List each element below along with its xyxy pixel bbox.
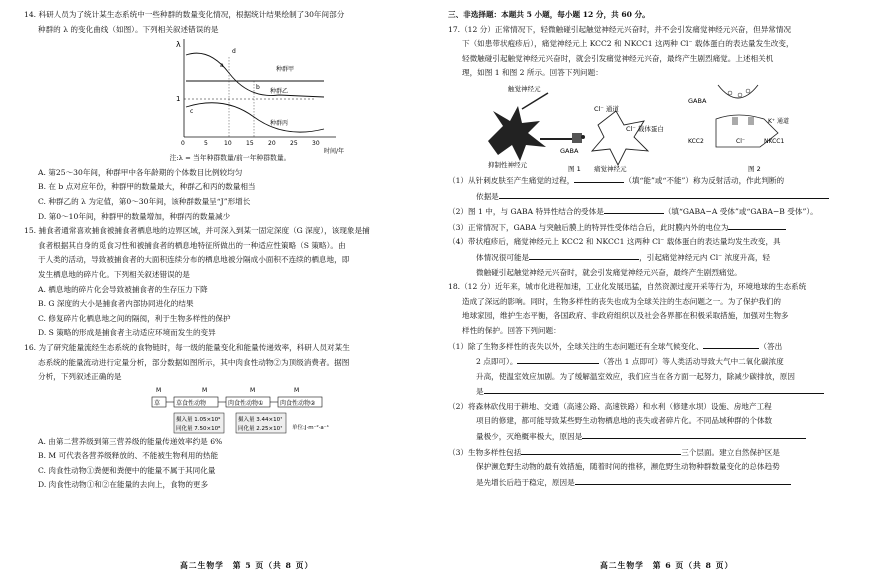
legend-yi: 种群乙	[270, 88, 289, 96]
node-herbivore: 草食性动物	[176, 399, 207, 407]
label-gaba: GABA	[560, 146, 579, 155]
q17-sub2: （2）图 1 中，与 GABA 特异性结合的受体是 （填“GABA−A 受体”或“GABA−B 受体”）。	[448, 204, 860, 220]
svg-text:摄入量 1.05×10⁹: 摄入量 1.05×10⁹	[176, 416, 221, 423]
x-axis-label: 时间/年	[324, 148, 345, 156]
svg-text:M: M	[250, 386, 256, 394]
answer-blank[interactable]	[703, 339, 759, 349]
q14-figure	[24, 37, 436, 155]
q17-figures	[448, 81, 860, 173]
svg-text:摄入量 3.44×10⁷: 摄入量 3.44×10⁷	[238, 416, 283, 423]
svg-text:30: 30	[312, 140, 320, 148]
q18-sub1-4: 是	[448, 384, 860, 400]
curve-jia	[186, 53, 324, 97]
legend-jia: 种群甲	[276, 66, 295, 74]
node-carnivore-1: 肉食性动物①	[228, 399, 264, 407]
answer-blank[interactable]	[499, 189, 829, 199]
q14-option-b: B. 在 b 点对应年份，种群甲的数量最大，种群乙和丙的数量相当	[38, 182, 256, 192]
q18-stem-2: 造成了深远的影响。同时，生物多样性的丧失也成为全球关注的生态问题之一。为了保护我们的	[462, 296, 781, 306]
label-carrier: Cl⁻ 载体蛋白	[626, 124, 664, 133]
svg-text:5: 5	[204, 140, 208, 148]
answer-blank[interactable]	[582, 429, 806, 439]
q18-stem-3: 地球家园，维护生态平衡，各国政府、非政府组织以及社会各界都在积极采取措施，加强对生物多	[462, 311, 789, 321]
answer-blank[interactable]	[728, 220, 786, 230]
lambda-curve-chart	[24, 37, 436, 155]
q18-sub2: （2）将森林砍伐用于耕地、交通（高速公路、高速铁路）和水利（修建水坝）设施、房地产工程	[448, 401, 772, 411]
label-pain-neuron: 痛觉神经元	[594, 164, 627, 173]
svg-text:0: 0	[181, 140, 185, 148]
q18-sub2-3: 量极少，灭绝概率极大，原因是	[448, 429, 860, 445]
q18-sub2-2: 项目的修建，都可能导致某些野生动物栖息地的丧失或者碎片化。不同品域种群的个体数	[476, 416, 773, 426]
answer-blank[interactable]	[484, 384, 824, 394]
label-cl: Cl⁻	[736, 137, 746, 145]
svg-text:10: 10	[224, 140, 232, 148]
q16-option-b: B. M 可代表各营养级释放的、不能被生物利用的热能	[38, 451, 219, 461]
figure-2	[688, 85, 789, 173]
answer-blank[interactable]	[521, 445, 681, 455]
answer-blank[interactable]	[574, 173, 624, 183]
q15-stem-4: 发生栖息地的碎片化。下列相关叙述错误的是	[38, 269, 190, 279]
q15-option-a: A. 栖息地的碎片化会导致被捕食者的生存压力下降	[38, 284, 208, 294]
q16-figure	[24, 385, 436, 435]
q14-option-d: D. 第0～10年间，种群甲的数量增加，种群丙的数量减少	[38, 211, 231, 221]
energy-flow-diagram	[24, 385, 436, 435]
answer-blank[interactable]	[517, 354, 599, 364]
figure-2-caption: 图 2	[748, 164, 761, 173]
pain-neuron	[592, 111, 648, 165]
q18-stem-4: 样性的保护。回答下列问题：	[462, 325, 561, 335]
label-gaba-2: GABA	[688, 96, 707, 105]
answer-blank[interactable]	[575, 475, 791, 485]
svg-text:20: 20	[268, 140, 276, 148]
q17-stem-4: 理，如图 1 和图 2 所示。回答下列问题：	[462, 68, 603, 78]
q18-sub1-2: 2 点即可）。 （答出 1 点即可）等人类活动导致大气中二氧化碳浓度	[448, 354, 860, 370]
label-cl-channel: Cl⁻ 通道	[594, 104, 619, 113]
q15-stem: 15. 捕食者通常喜欢捕食被捕食者栖息地的边界区域，并可深入到某一固定深度（G 深度），该现象是捕	[24, 226, 370, 236]
answer-blank[interactable]	[604, 204, 664, 214]
label-nkcc1: NKCC1	[764, 137, 785, 145]
q17-stem-3: 轻微触碰引起触觉神经元兴奋时，就会引发痛觉神经元兴奋，最终产生剧烈痛觉。上述相关机	[462, 53, 774, 63]
q17-stem-2: 下（如患带状疱疹后），痛觉神经元上 KCC2 和 NKCC1 这两种 Cl⁻ 载体蛋白的表达量发生改变，	[462, 39, 794, 49]
q18-sub1: （1）除了生物多样性的丧失以外，全球关注的生态问题还有全球气候变化、 （答出	[448, 339, 860, 355]
label-inhibitory: 抑制性神经元	[488, 160, 527, 169]
y-tick-1: 1	[176, 95, 181, 104]
page-footer-left: 高二生物学 第 5 页（共 8 页）	[180, 561, 314, 570]
q18-sub3-3: 是先增长后趋于稳定，原因是	[448, 475, 860, 491]
q15-stem-2: 食者根据其自身的觅食习性和被捕食者的栖息地特征所做出的一种适应性策略（S 策略）。由	[38, 240, 346, 250]
q17-sub4-3: 微触碰引起触觉神经元兴奋时，就会引发痛觉神经元兴奋，最终产生剧烈痛觉。	[476, 267, 742, 277]
legend-bing: 种群丙	[270, 120, 289, 128]
figure-1-caption: 图 1	[568, 164, 581, 173]
q18-stem: 18.（12 分）近年来，城市化进程加速，工业化发展迅猛，自然资源过度开采等行为，环境地球的生态系统	[448, 282, 807, 292]
svg-text:M: M	[294, 386, 300, 394]
q18-sub1-3: 升高，使温室效应加剧。为了缓解温室效应，我们应当在各方面一起努力，除减少碳排放，原因	[476, 371, 795, 381]
inhibitory-neuron	[488, 106, 546, 161]
point-b: b	[256, 84, 260, 92]
node-carnivore-2: 肉食性动物②	[280, 399, 316, 407]
q17-sub4: （4）带状疱疹后，痛觉神经元上 KCC2 和 NKCC1 这两种 Cl⁻ 载体蛋白的表达量均发生改变，具	[448, 237, 781, 247]
y-axis-label: λ	[176, 40, 181, 50]
q16-stem-3: 分析，下列叙述正确的是	[38, 372, 122, 382]
answer-blank[interactable]	[529, 250, 639, 260]
q16-option-d: D. 肉食性动物①和②在能量的去向上，食物的更多	[38, 480, 209, 490]
svg-text:同化量 2.25×10⁷: 同化量 2.25×10⁷	[238, 425, 283, 432]
q14-stem-2: 种群的 λ 的变化曲线（如图）。下列相关叙述错误的是	[38, 24, 219, 34]
q17-sub4-2: 体情况很可能是 ，引起痛觉神经元内 Cl⁻ 浓度升高，轻	[448, 250, 860, 266]
q15-option-c: C. 修复碎片化栖息地之间的隔阂，利于生物多样性的保护	[38, 313, 231, 323]
page-footer-right: 高二生物学 第 6 页（共 8 页）	[600, 561, 734, 570]
figure-1	[488, 84, 664, 173]
neuron-figures	[448, 81, 860, 173]
q15-option-b: B. G 深度的大小是捕食者内部协同进化的结果	[38, 299, 194, 309]
q15-stem-3: 于人类的活动，导致被捕食者的大面积连续分布的栖息地被分隔成小面积不连续的栖息地，即	[38, 255, 350, 265]
svg-text:同化量 7.50×10⁸: 同化量 7.50×10⁸	[176, 425, 221, 432]
svg-text:M: M	[202, 386, 208, 394]
unit-label: 单位:J·m⁻²·a⁻¹	[292, 424, 329, 431]
q18-sub3: （3）生物多样性包括 三个层面。建立自然保护区是	[448, 445, 860, 461]
left-column	[24, 8, 436, 493]
q17-stem: 17.（12 分）正常情况下，轻微触碰引起触觉神经元兴奋时，并不会引发痛觉神经元兴奋，但异常情况	[448, 24, 792, 34]
svg-text:M: M	[156, 386, 162, 394]
node-grass: 草	[154, 399, 161, 407]
q14-option-a: A. 第25～30年间，种群甲中各年龄期的个体数目比例较均匀	[38, 167, 243, 177]
q16-stem-2: 态系统的能量流动进行定量分析，部分数据如图所示，其中肉食性动物②为顶级消费者。据图	[38, 357, 350, 367]
q14-figure-note: 注:λ = 当年种群数量/前一年种群数量。	[169, 154, 291, 163]
curve-bing	[186, 103, 324, 132]
q16-stem: 16. 为了研究能量流经生态系统的食物链时，每一级的能量变化和能量传递效率，科研人员对某生	[24, 342, 350, 352]
section-heading: 三、非选择题：本题共 5 小题，每小题 12 分，共 60 分。	[448, 10, 650, 19]
label-touch-neuron: 触觉神经元	[508, 84, 541, 93]
point-a: a	[220, 62, 224, 70]
q17-sub3: （3）正常情况下，GABA 与突触后膜上的特异性受体结合后，此时膜内外的电位为	[448, 220, 860, 236]
q15-option-d: D. S 策略的形成是捕食者主动适应环境而发生的变异	[38, 328, 216, 338]
label-k-channel: K⁺ 通道	[768, 117, 790, 125]
svg-text:15: 15	[246, 140, 254, 148]
q17-sub1-2: 依据是	[448, 189, 860, 205]
right-column	[448, 8, 860, 490]
point-c: c	[190, 108, 194, 116]
point-d: d	[232, 48, 236, 56]
label-kcc2: KCC2	[688, 137, 704, 145]
q14-option-c: C. 种群乙的 λ 为定值，第0～30年间，该种群数量呈“J”形增长	[38, 196, 251, 206]
q17-sub1: （1）从针刺皮肤至产生痛觉的过程， （填“能”或“不能”）称为反射活动，作此判断的	[448, 173, 860, 189]
q14-stem: 14. 科研人员为了统计某生态系统中一些种群的数量变化情况，根据统计结果绘制了30年间部分	[24, 10, 345, 19]
svg-text:25: 25	[290, 140, 298, 148]
q16-option-a: A. 由第二营养级到第三营养级的能量传递效率约是 6%	[38, 436, 223, 446]
q16-option-c: C. 肉食性动物①粪便和粪便中的能量不属于其同化量	[38, 465, 216, 475]
q18-sub3-2: 保护濒危野生动物的最有效措施，随着时间的推移，濒危野生动物种群数量变化的总体趋势	[476, 462, 780, 472]
